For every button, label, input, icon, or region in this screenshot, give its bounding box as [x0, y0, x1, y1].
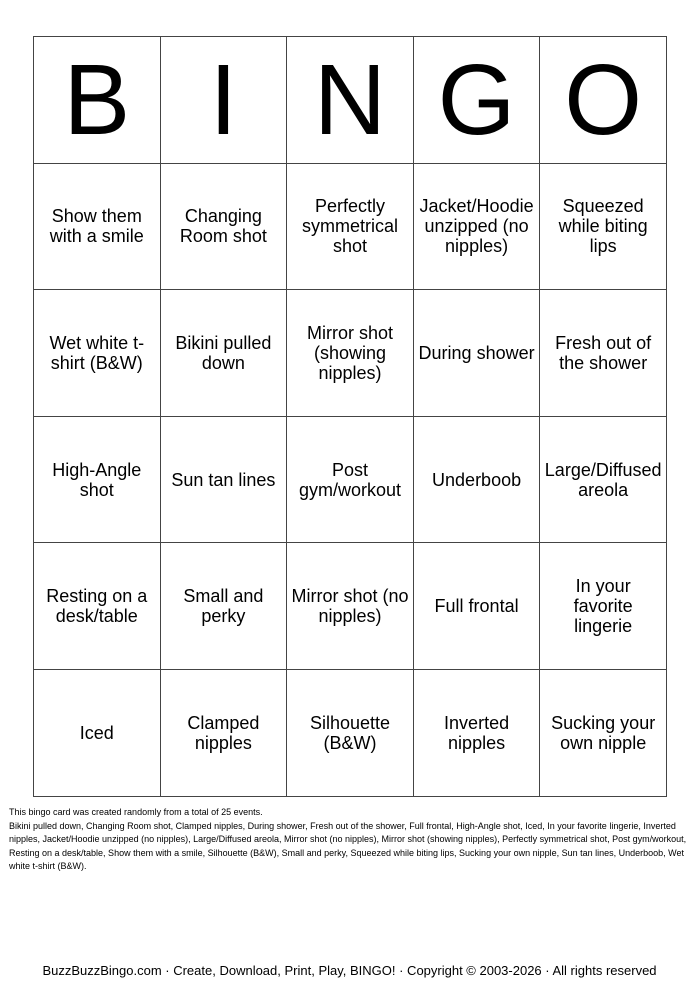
event-list: Bikini pulled down, Changing Room shot, Clamped nipples, During shower, Fresh out of the shower, Full frontal, High-Angle shot, Iced, In your favorite lingerie, Inverted nipples, Jacket/Hoodie unzipped (no nipples), Large/Diffused areola, Mirror shot (no nipples), Mirror shot (showing nipples), Perfectly symmetrical shot, Post gym/workout, Resting on a desk/table, Show them with a smile, Silhouette (B&W), Small and perky, Squeezed while biting lips, Sucking your own nipple, Sun tan lines, Underboob, Wet white t-shirt (B&W).	[9, 820, 687, 871]
header-letter-n: N	[287, 37, 414, 164]
bingo-cell: Wet white t-shirt (B&W)	[34, 290, 161, 417]
bingo-cell: Sun tan lines	[161, 417, 288, 544]
bingo-cell: Clamped nipples	[161, 670, 288, 797]
bingo-cell: Underboob	[414, 417, 541, 544]
bingo-cell: Small and perky	[161, 543, 288, 670]
bingo-cell: Resting on a desk/table	[34, 543, 161, 670]
bingo-cell: Changing Room shot	[161, 164, 288, 291]
bingo-cell: During shower	[414, 290, 541, 417]
bingo-cell: Iced	[34, 670, 161, 797]
bingo-cell: Mirror shot (no nipples)	[287, 543, 414, 670]
bingo-cell: Squeezed while biting lips	[540, 164, 667, 291]
bingo-cell: Silhouette (B&W)	[287, 670, 414, 797]
bingo-cell: Mirror shot (showing nipples)	[287, 290, 414, 417]
bingo-cell: Sucking your own nipple	[540, 670, 667, 797]
bingo-cell: Fresh out of the shower	[540, 290, 667, 417]
bingo-cell: Post gym/workout	[287, 417, 414, 544]
bingo-cell: Large/Diffused areola	[540, 417, 667, 544]
bingo-cell: In your favorite lingerie	[540, 543, 667, 670]
bingo-cell: Bikini pulled down	[161, 290, 288, 417]
bingo-cell: High-Angle shot	[34, 417, 161, 544]
site-footer: BuzzBuzzBingo.com · Create, Download, Print, Play, BINGO! · Copyright © 2003-2026 · All rights reserved	[42, 963, 657, 978]
bingo-card	[33, 36, 667, 797]
card-description	[9, 806, 691, 874]
card-origin-note: This bingo card was created randomly from a total of 25 events.	[9, 807, 263, 817]
bingo-cell: Jacket/Hoodie unzipped (no nipples)	[414, 164, 541, 291]
header-letter-o: O	[540, 37, 667, 164]
header-letter-i: I	[161, 37, 288, 164]
bingo-cell: Inverted nipples	[414, 670, 541, 797]
bingo-cell: Show them with a smile	[34, 164, 161, 291]
bingo-cell: Perfectly symmetrical shot	[287, 164, 414, 291]
header-letter-b: B	[34, 37, 161, 164]
header-letter-g: G	[414, 37, 541, 164]
bingo-cell: Full frontal	[414, 543, 541, 670]
